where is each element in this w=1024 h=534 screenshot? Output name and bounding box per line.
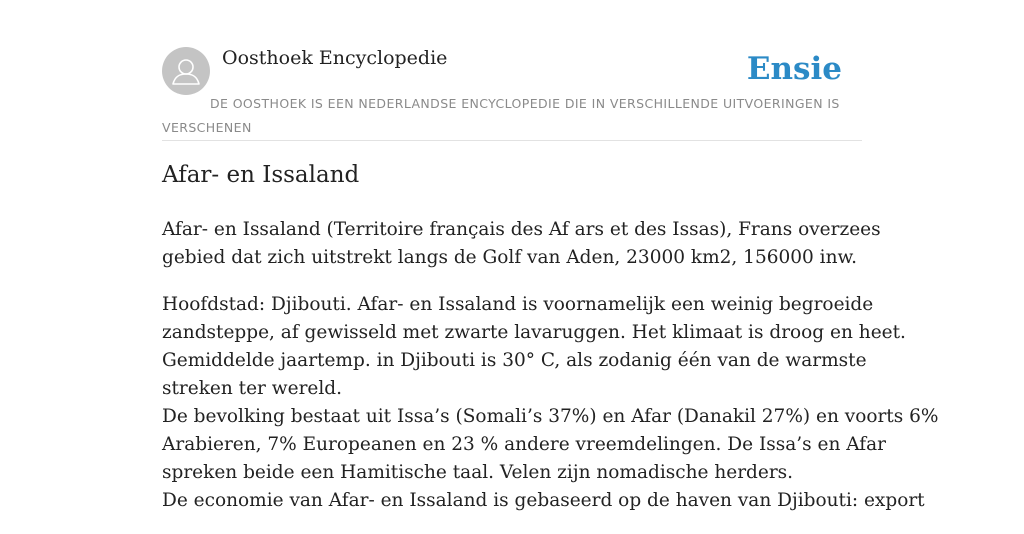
text-line: zandsteppe, af gewisseld met zwarte lavaruggen. Het klimaat is droog en heet. <box>162 322 906 343</box>
source-name-link[interactable]: Oosthoek Encyclopedie <box>222 47 448 69</box>
article-body <box>162 216 939 534</box>
text-line: Gemiddelde jaartemp. in Djibouti is 30° C, als zodanig één van de warmste <box>162 350 867 371</box>
article-paragraph <box>162 291 939 515</box>
source-avatar[interactable] <box>162 47 210 95</box>
text-line: Arabieren, 7% Europeanen en 23 % andere vreemdelingen. De Issa’s en Afar <box>162 434 887 455</box>
text-line: De bevolking bestaat uit Issa’s (Somali’s 37%) en Afar (Danakil 27%) en voorts 6% <box>162 406 939 427</box>
user-icon <box>162 47 210 95</box>
article-title: Afar- en Issaland <box>162 162 360 188</box>
text-line: Afar- en Issaland (Territoire français des Af ars et des Issas), Frans overzees <box>162 219 881 240</box>
text-line: Hoofdstad: Djibouti. Afar- en Issaland is voornamelijk een weinig begroeide <box>162 294 874 315</box>
source-description: DE OOSTHOEK IS EEN NEDERLANDSE ENCYCLOPEDIE DIE IN VERSCHILLENDE UITVOERINGEN IS VERSCHENEN <box>162 96 840 135</box>
text-line: gebied dat zich uitstrekt langs de Golf van Aden, 23000 km2, 156000 inw. <box>162 247 858 268</box>
source-header <box>162 46 862 141</box>
text-line: streken ter wereld. <box>162 378 342 399</box>
brand-logo[interactable]: Ensie <box>746 51 842 87</box>
text-line: spreken beide een Hamitische taal. Velen zijn nomadische herders. <box>162 462 794 483</box>
text-line: De economie van Afar- en Issaland is gebaseerd op de haven van Djibouti: export <box>162 490 925 511</box>
article-paragraph <box>162 216 881 272</box>
